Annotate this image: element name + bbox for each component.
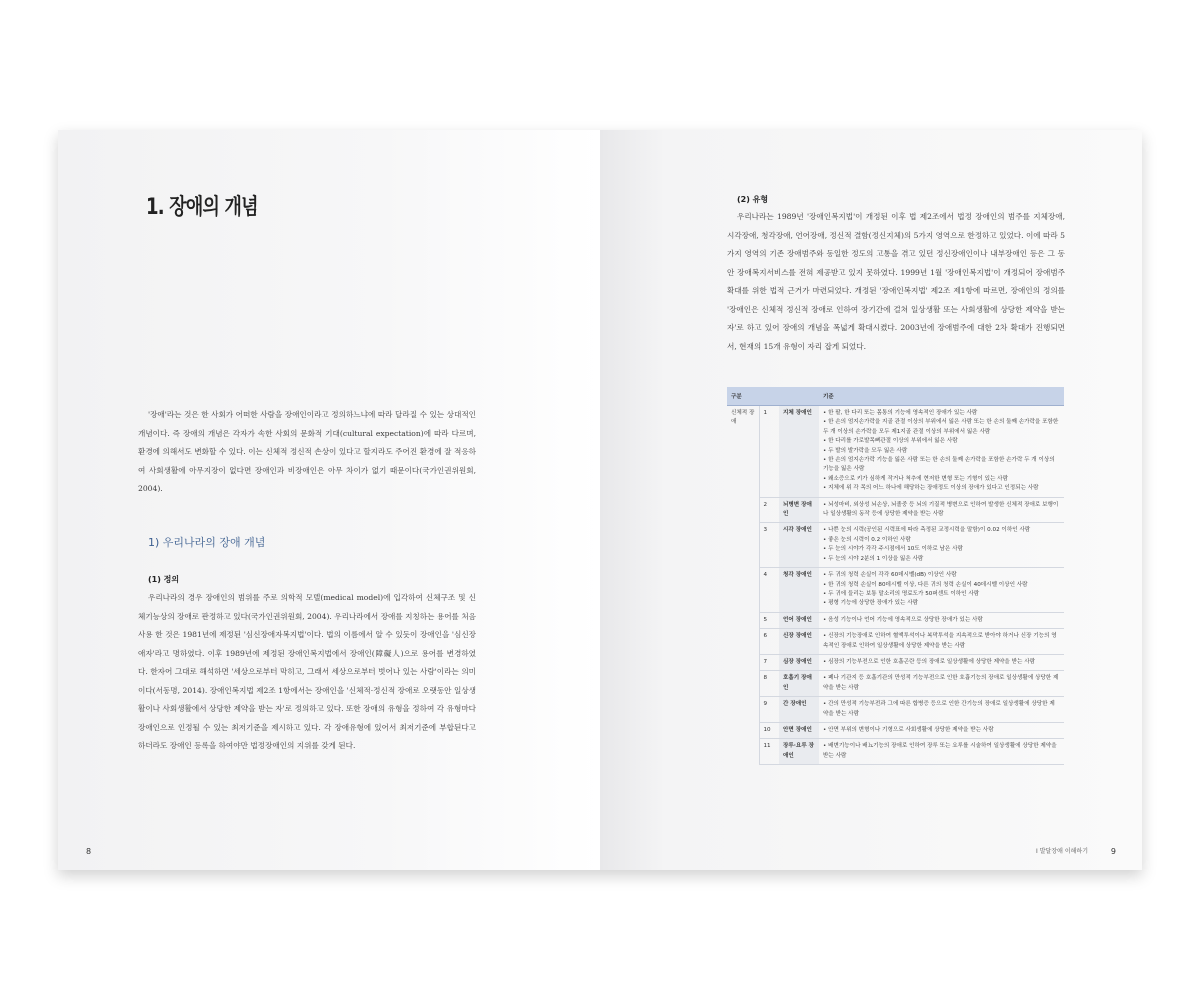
table-row	[727, 739, 1064, 765]
row-number: 10	[759, 722, 779, 738]
criteria-item: • 간의 만성적 기능부전과 그에 따른 합병증 등으로 인한 간기능의 장애로 일상생활에 상당한 제약을 받는 사람	[823, 701, 1055, 717]
left-page	[58, 130, 600, 870]
criteria-cell	[819, 497, 1064, 523]
row-number: 5	[759, 612, 779, 628]
row-number: 1	[759, 406, 779, 498]
criteria-item: • 뇌성마비, 외상성 뇌손상, 뇌졸중 등 뇌의 기질적 병변으로 인하여 발생한 신체적 장애로 보행이나 일상생활의 동작 등에 상당한 제약을 받는 사람	[823, 501, 1059, 518]
table-header-row	[727, 387, 1064, 406]
criteria-cell	[819, 568, 1064, 613]
header-category: 구분	[727, 387, 819, 406]
disability-type-name: 언어 장애인	[779, 612, 819, 628]
criteria-cell	[819, 612, 1064, 628]
criteria-item: • 폐나 기관지 등 호흡기관의 만성적 기능부전으로 인한 호흡기능의 장애로 일상생활에 상당한 제약을 받는 사람	[823, 675, 1059, 691]
row-number: 9	[759, 697, 779, 723]
disability-type-name: 안면 장애인	[779, 722, 819, 738]
row-number: 11	[759, 739, 779, 765]
row-number: 6	[759, 629, 779, 655]
disability-type-name: 청각 장애인	[779, 568, 819, 613]
criteria-item: • 한 팔, 한 다리 또는 몸통의 기능에 영속적인 장애가 있는 사람	[823, 410, 978, 416]
subsection-title-types: (2) 유형	[737, 195, 769, 204]
row-number: 2	[759, 497, 779, 523]
table-row	[727, 406, 1064, 498]
header-criteria: 기준	[819, 387, 1064, 406]
footer-chapter-label: I 발달장애 이해하기	[1036, 848, 1088, 855]
disability-type-name: 심장 장애인	[779, 654, 819, 670]
category-cell: 신체적 장애	[727, 406, 759, 765]
section-title: 1) 우리나라의 장애 개념	[148, 536, 266, 549]
criteria-cell	[819, 722, 1064, 738]
criteria-item: • 왜소증으로 키가 심하게 작거나 척추에 현저한 변형 또는 기형이 있는 사람	[823, 475, 1008, 482]
table-row	[727, 568, 1064, 613]
disability-type-name: 지체 장애인	[779, 406, 819, 498]
criteria-item: • 한 귀의 청력 손실이 80데시벨 이상, 다른 귀의 청력 손실이 40데시벨 이상인 사람	[823, 581, 1028, 588]
criteria-cell	[819, 629, 1064, 655]
criteria-item: • 나쁜 눈의 시력(공인된 시력표에 따라 측정된 교정시력을 말함)이 0.02 이하인 사람	[823, 527, 1031, 534]
criteria-item: • 평형 기능에 상당한 장애가 있는 사람	[823, 600, 919, 607]
disability-type-name: 간 장애인	[779, 697, 819, 723]
criteria-item: • 지체에 위 각 목의 어느 하나에 해당하는 장애정도 이상의 장애가 있다고 인정되는 사람	[823, 485, 1039, 492]
criteria-item: • 두 눈의 시야가 각각 주시점에서 10도 이하로 남은 사람	[823, 546, 963, 553]
types-paragraph: 우리나라는 1989년 '장애인복지법'이 개정된 이후 법 제2조에서 법정 장애인의 범주를 지체장애, 시각장애, 청각장애, 언어장애, 정신적 결함(정신지체)의 5가지 영역으로 한정하고 있었다. 이에 따라 5가지 영역의 기존 장애범주와 동일한 정도의 고통을 겪고 있던 정신장애인이나 내부장애인 등은 그 동안 장애복지서비스를 전혀 제공받고 있지 못하였다. 1999년 1월 '장애인복지법'이 개정되어 장애범주 확대를 위한 법적 근거가 마련되었다. 개정된 '장애인복지법' 제2조 제1항에 따르면, 장애인의 정의를 '장애인은 신체적 정신적 장애로 인하여 장기간에 걸쳐 일상생활 또는 사회생활에 상당한 제약을 받는 자'로 하고 있어 장애의 개념을 폭넓게 확대시켰다. 2003년에 장애범주에 대한 2차 확대가 진행되면서, 현재의 15개 유형이 자리 잡게 되었다.	[727, 212, 1065, 351]
criteria-cell	[819, 523, 1064, 568]
criteria-cell	[819, 697, 1064, 723]
criteria-cell	[819, 654, 1064, 670]
criteria-item: • 배변기능이나 배뇨기능의 장애로 인하여 장루 또는 요루를 시술하여 일상생활에 상당한 제약을 받는 사람	[823, 743, 1057, 759]
table-row	[727, 671, 1064, 697]
disability-type-name: 시각 장애인	[779, 523, 819, 568]
row-number: 3	[759, 523, 779, 568]
criteria-item: • 두 귀의 청력 손실이 각각 60데시벨(dB) 이상인 사람	[823, 572, 957, 579]
subsection-title-definition: (1) 정의	[148, 575, 180, 584]
criteria-item: • 좋은 눈의 시력이 0.2 이하인 사람	[823, 536, 911, 543]
page-number-left: 8	[86, 847, 92, 856]
row-number: 8	[759, 671, 779, 697]
criteria-item: • 두 귀에 들리는 보통 말소리의 명료도가 50퍼센트 이하인 사람	[823, 590, 980, 597]
right-page	[600, 130, 1142, 870]
criteria-item: • 한 손의 엄지손가락 기능을 잃은 사람 또는 한 손의 둘째 손가락을 포함한 손가락 두 개 이상의 기능을 잃은 사람	[823, 457, 1055, 473]
disability-criteria-table	[727, 387, 1064, 765]
table-row	[727, 697, 1064, 723]
disability-type-name: 호흡기 장애인	[779, 671, 819, 697]
criteria-item: • 두 눈의 시야 2분의 1 이상을 잃은 사람	[823, 555, 924, 562]
table-row	[727, 497, 1064, 523]
intro-paragraph: '장애'라는 것은 한 사회가 어떠한 사람을 장애인이라고 정의하느냐에 따라 달라질 수 있는 상대적인 개념이다. 즉 장애의 개념은 각자가 속한 사회의 문화적 기대(cultural expectation)에 따라 다르며, 환경에 의해서도 변화할 수 있다. 이는 신체적 정신적 손상이 있다고 할지라도 주어진 환경에 잘 적응하여 사회생활에 아무지장이 없다면 장애인과 비장애인은 아무 차이가 없기 때문이다(국가인권위원회, 2004).	[138, 410, 476, 493]
table-row	[727, 612, 1064, 628]
criteria-item: • 한 다리를 가로발목뼈관절 이상의 부위에서 잃은 사람	[823, 438, 958, 445]
table-body	[727, 406, 1064, 765]
criteria-item: • 심장의 기능부전으로 인한 호흡곤란 등의 장애로 일상생활에 상당한 제약을 받는 사람	[823, 658, 1035, 665]
disability-type-name: 신장 장애인	[779, 629, 819, 655]
criteria-item: • 음성 기능이나 언어 기능에 영속적으로 상당한 장애가 있는 사람	[823, 616, 983, 623]
criteria-item: • 신장의 기능장애로 인하여 혈액투석이나 복막투석을 지속적으로 받아야 하거나 신장 기능의 영속적인 장애로 인하여 일상생활에 상당한 제약을 받는 사람	[823, 633, 1057, 649]
page-number-right: 9	[1110, 847, 1116, 856]
criteria-cell	[819, 406, 1064, 498]
table-row	[727, 654, 1064, 670]
criteria-cell	[819, 671, 1064, 697]
disability-type-name: 뇌병변 장애인	[779, 497, 819, 523]
disability-type-name: 장루·요루 장애인	[779, 739, 819, 765]
table-row	[727, 722, 1064, 738]
criteria-cell	[819, 739, 1064, 765]
criteria-item: • 안면 부위의 변형이나 기형으로 사회생활에 상당한 제약을 받는 사람	[823, 726, 994, 733]
row-number: 4	[759, 568, 779, 613]
row-number: 7	[759, 654, 779, 670]
table-row	[727, 523, 1064, 568]
definition-paragraph: 우리나라의 경우 장애인의 범위를 주로 의학적 모델(medical model)에 입각하여 신체구조 및 신체기능상의 장애로 판정하고 있다(국가인권위원회, 2004). 우리나라에서 장애를 지칭하는 용어를 처음 사용 한 것은 1981년에 제정된 '심신장애자복지법'이다. 법의 이름에서 알 수 있듯이 장애인을 '심신장애자'라고 명하였다. 이후 1989년에 제정된 장애인복지법에서 장애인(障礙人)으로 용어를 변경하였다. 한자어 그대로 해석하면 '세상으로부터 막히고, 그래서 세상으로부터 벗어나 있는 사람'이라는 의미이다(서동명, 2014). 장애인복지법 제2조 1항에서는 장애인을 '신체적·정신적 장애로 오랫동안 일상생활이나 사회생활에서 상당한 제약을 받는 자'로 정의하고 있다. 또한 장애의 유형을 정하여 각 유형마다 장애인으로 인정될 수 있는 최저기준을 제시하고 있다. 각 장애유형에 있어서 최저기준에 부합된다고 하더라도 장애인 등록을 하여야만 법정장애인의 지위를 갖게 된다.	[138, 593, 476, 750]
chapter-title: 1. 장애의 개념	[146, 195, 258, 220]
table-row	[727, 629, 1064, 655]
criteria-item: • 한 손의 엄지손가락을 지골 관절 이상의 부위에서 잃은 사람 또는 한 손의 둘째 손가락을 포함한 두 개 이상의 손가락을 모두 제1지골 관절 이상의 부위에서 잃은 사람	[823, 419, 1059, 435]
book-spread	[58, 130, 1142, 870]
criteria-item: • 두 발의 발가락을 모두 잃은 사람	[823, 447, 908, 454]
